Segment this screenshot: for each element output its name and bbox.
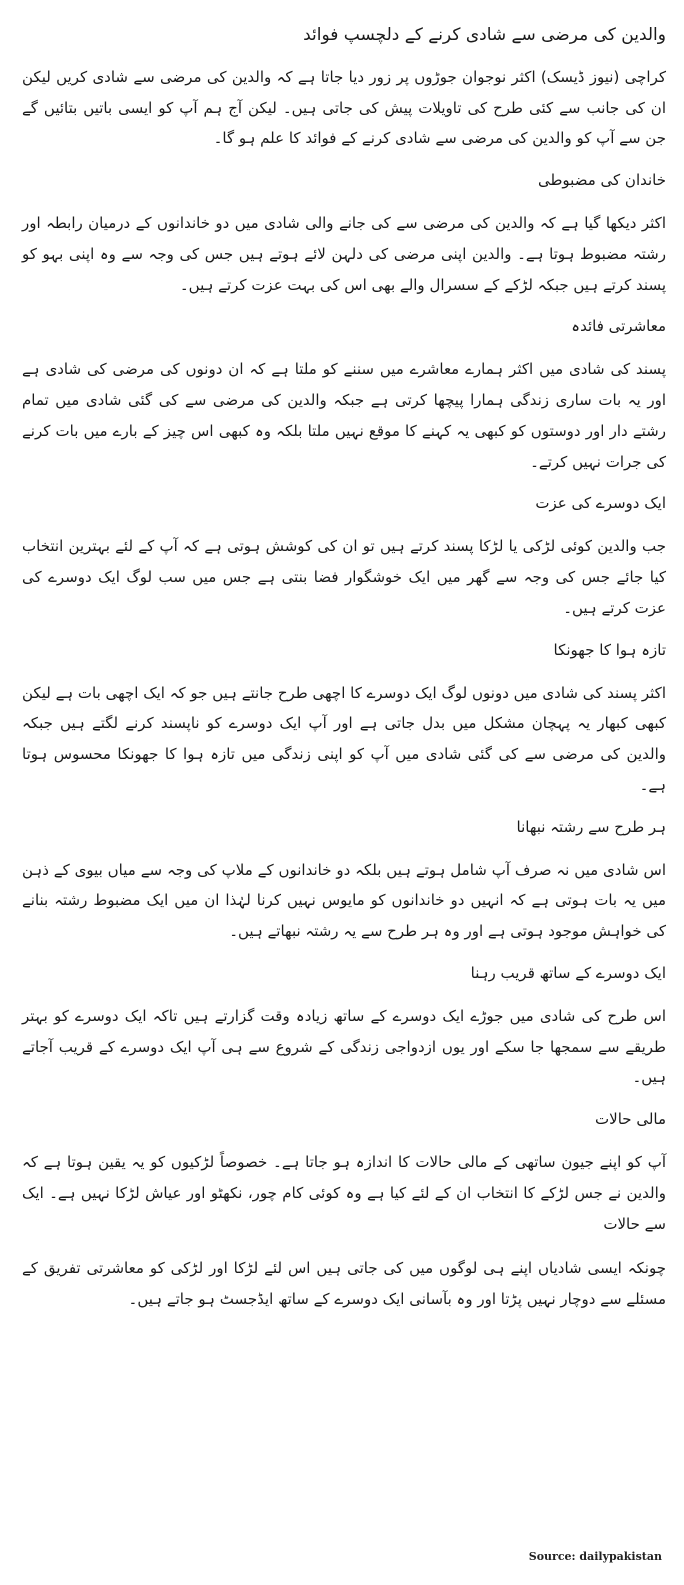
article-title: والدین کی مرضی سے شادی کرنے کے دلچسپ فوائد: [303, 25, 666, 45]
source-credit: Source: dailypakistan: [528, 1550, 662, 1563]
section-body-keeping-relation: اس شادی میں نہ صرف آپ شامل ہوتے ہیں بلکہ دو خاندانوں کے ملاپ کی وجہ سے میاں بیوی کے ذہن میں یہ بات ہوتی ہے کہ انہیں دو خاندانوں کو مایوس نہیں کرنا لہٰذا ان میں ایک مضبوط رشتہ بنانے کی خواہش موجود ہوتی ہے اور وہ ہر طرح سے یہ رشتہ نبھاتے ہیں۔: [22, 860, 666, 941]
section-body-staying-close: اس طرح کی شادی میں جوڑے ایک دوسرے کے ساتھ زیادہ وقت گزارتے ہیں تاکہ ایک دوسرے کو بہتر طریقے سے سمجھا جا سکے اور یوں ازدواجی زندگی کے شروع سے ہی آپ ایک دوسرے کے قریب آجاتے ہیں۔: [22, 1006, 666, 1087]
section-heading-keeping-relation: ہر طرح سے رشتہ نبھانا: [516, 817, 666, 836]
section-heading-staying-close: ایک دوسرے کے ساتھ قریب رہنا: [470, 963, 666, 982]
intro-paragraph: کراچی (نیوز ڈیسک) اکثر نوجوان جوڑوں پر زور دیا جاتا ہے کہ والدین کی مرضی سے شادی کریں لیکن ان کی جانب سے کئی طرح کی تاویلات پیش کی جاتی ہیں۔ لیکن آج ہم آپ کو ایسی باتیں بتائیں گے جن سے آپ کو والدین کی مرضی سے شادی کرنے کے فوائد کا علم ہو گا۔: [22, 67, 666, 148]
section-body-social-benefit: پسند کی شادی میں اکثر ہمارے معاشرے میں سننے کو ملتا ہے کہ ان دونوں کی مرضی کی شادی ہے اور یہ بات ساری زندگی ہمارا پیچھا کرتی ہے جبکہ والدین کی مرضی سے کی گئی شادی میں تمام رشتے دار اور دوستوں کو کبھی یہ کہنے کا موقع نہیں ملتا بلکہ وہ کبھی اس چیز کے بارے میں بات کرنے کی جرات نہیں کرتے۔: [22, 360, 666, 471]
section-body-mutual-respect: جب والدین کوئی لڑکی یا لڑکا پسند کرتے ہیں تو ان کی کوشش ہوتی ہے کہ آپ کے لئے بہترین انتخاب کیا جائے جس کی وجہ سے گھر میں ایک خوشگوار فضا بنتی ہے جس میں سب لوگ ایک دوسرے کی عزت کرتے ہیں۔: [22, 537, 666, 617]
section-heading-family-strength: خاندان کی مضبوطی: [537, 171, 666, 190]
section-body-fresh-air: اکثر پسند کی شادی میں دونوں لوگ ایک دوسرے کا اچھی طرح جانتے ہیں جو کہ ایک اچھی بات ہے لیکن کبھی کبھار یہ پہچان مشکل میں بدل جاتی ہے اور آپ ایک دوسرے کو ناپسند کرنے لگتے ہیں جبکہ والدین کی مرضی سے کی گئی شادی میں آپ کو اپنی زندگی میں تازہ ہوا کا جھونکا محسوس ہوتا ہے۔: [22, 683, 666, 794]
closing-paragraph: چونکہ ایسی شادیاں اپنے ہی لوگوں میں کی جاتی ہیں اس لئے لڑکا اور لڑکی کو معاشرتی تفریق کے مسئلے سے دوچار نہیں پڑتا اور وہ بآسانی ایک دوسرے کے ساتھ ایڈجسٹ ہو جاتے ہیں۔: [22, 1259, 666, 1309]
section-heading-social-benefit: معاشرتی فائدہ: [571, 317, 666, 336]
section-body-family-strength: اکثر دیکھا گیا ہے کہ والدین کی مرضی سے کی جانے والی شادی میں دو خاندانوں کے درمیان رابطہ اور رشتہ مضبوط ہوتا ہے۔ والدین اپنی مرضی کی دلہن لائے ہوتے ہیں جس کی وجہ سے وہ اپنی بہو کو پسند کرتے ہیں جبکہ لڑکے کے سسرال والے بھی اس کی بہت عزت کرتے ہیں۔: [22, 214, 666, 294]
section-heading-mutual-respect: ایک دوسرے کی عزت: [535, 494, 666, 513]
section-heading-financial: مالی حالات: [595, 1110, 666, 1129]
section-body-financial: آپ کو اپنے جیون ساتھی کے مالی حالات کا اندازہ ہو جاتا ہے۔ خصوصاً لڑکیوں کو یہ یقین ہوتا ہے کہ والدین نے جس لڑکے کا انتخاب ان کے لئے کیا ہے وہ کوئی کام چور، نکھٹو اور عیاش لڑکا نہیں ہے۔ ایک سے حالات: [22, 1153, 666, 1233]
section-heading-fresh-air: تازہ ہوا کا جھونکا: [553, 640, 666, 659]
